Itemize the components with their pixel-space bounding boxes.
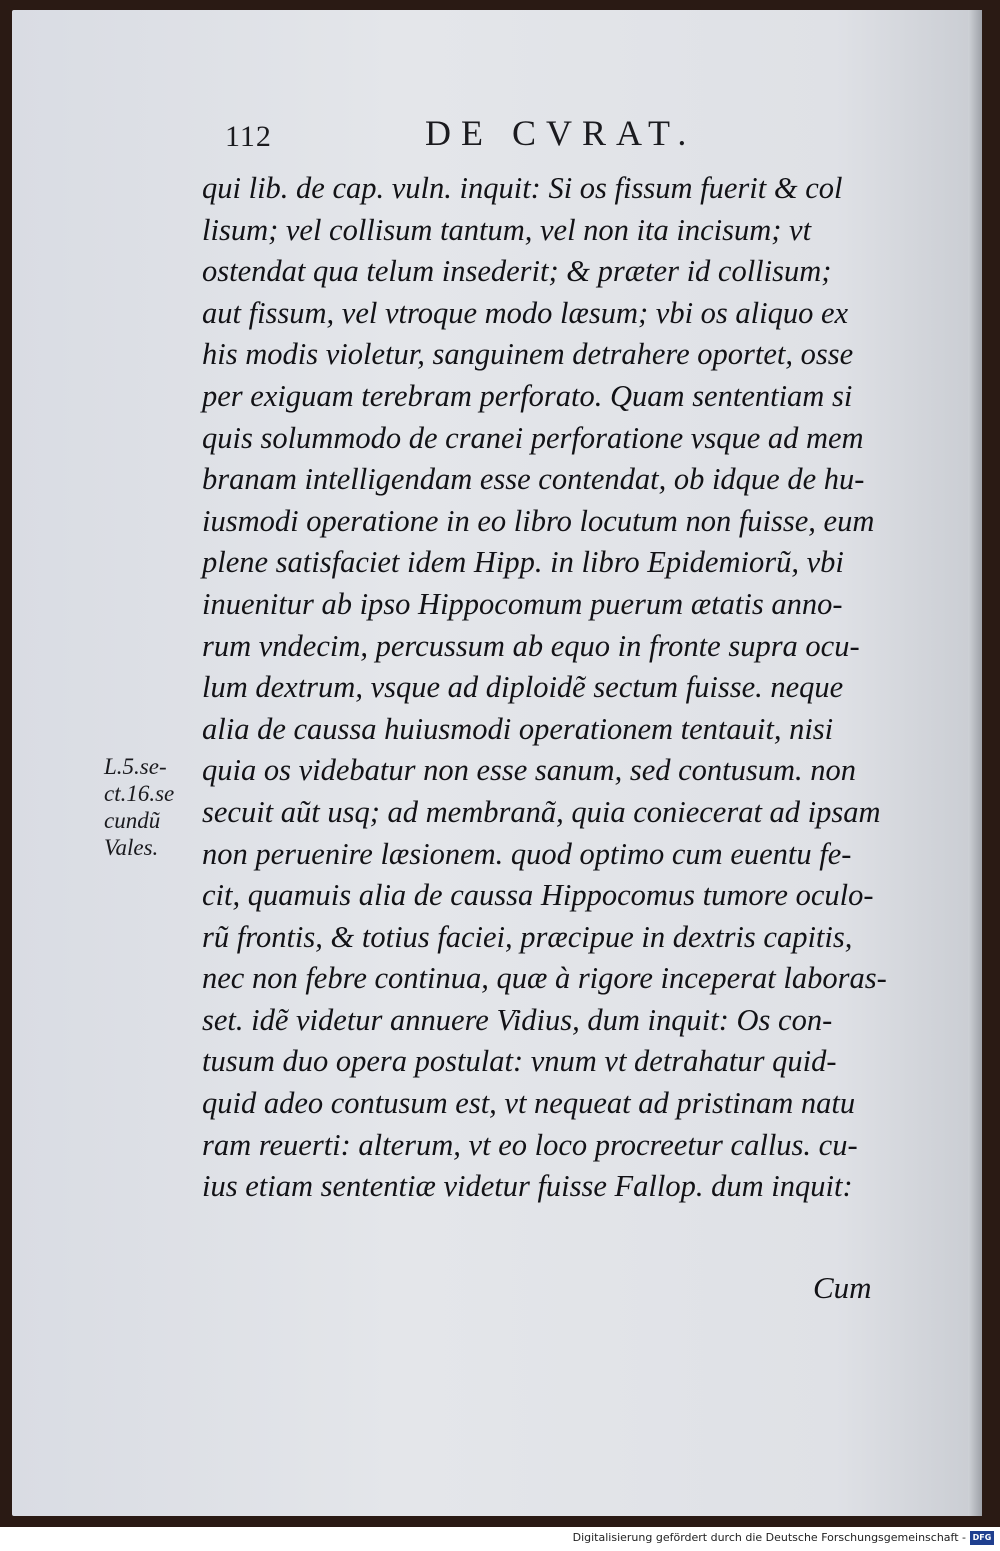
text-line: ostendat qua telum insederit; & præter id collisum; (202, 254, 832, 289)
text-line: plene satisfaciet idem Hipp. in libro Epidemiorũ, vbi (202, 545, 844, 580)
text-line: branam intelligendam esse contendat, ob idque de hu- (202, 462, 865, 497)
text-line: qui lib. de cap. vuln. inquit: Si os fissum fuerit & col (202, 171, 843, 205)
text-line: ius etiam sententiæ videtur fuisse Fallop. dum inquit: (202, 1169, 853, 1204)
page-number: 112 (225, 120, 272, 153)
text-line: alia de caussa huiusmodi operationem tentauit, nisi (202, 711, 834, 746)
marginal-note-line: ct.16.se (104, 781, 175, 806)
funding-credit: Digitalisierung gefördert durch die Deutsche Forschungsgemeinschaft - (572, 1531, 966, 1544)
marginal-note-line: cundũ (104, 808, 161, 833)
text-line: nec non febre continua, quæ à rigore inceperat laboras- (202, 961, 887, 996)
text-line: rum vndecim, percussum ab equo in fronte supra ocu- (202, 628, 860, 663)
footer-bar (0, 1527, 1000, 1551)
text-line: quis solummodo de cranei perforatione vsque ad mem (202, 420, 864, 455)
page-edge-shadow (968, 10, 982, 1516)
marginal-note-line: Vales. (104, 835, 159, 860)
text-line: per exiguam terebram perforato. Quam sententiam si (202, 378, 853, 413)
marginal-note-line: L.5.se- (104, 754, 167, 779)
text-line: lisum; vel collisum tantum, vel non ita incisum; vt (202, 212, 812, 247)
text-line: set. idẽ videtur annuere Vidius, dum inquit: Os con- (202, 1002, 833, 1037)
running-head (225, 112, 925, 152)
text-line: cit, quamuis alia de caussa Hippocomus tumore oculo- (202, 878, 874, 913)
running-title: DE CVRAT. (425, 113, 697, 153)
marginal-note (104, 753, 200, 861)
text-line: quia os videbatur non esse sanum, sed contusum. non (202, 753, 857, 788)
text-line: inuenitur ab ipso Hippocomum puerum ætatis anno- (202, 586, 843, 621)
text-line: rũ frontis, & totius faciei, præcipue in dextris capitis, (202, 919, 853, 954)
text-line: ram reuerti: alterum, vt eo loco procreetur callus. cu- (202, 1127, 858, 1162)
text-line: lum dextrum, vsque ad diploidẽ sectum fuisse. neque (202, 670, 844, 705)
text-line: secuit aũt usq; ad membranã, quia coniecerat ad ipsam (202, 794, 881, 829)
text-line: tusum duo opera postulat: vnum vt detrahatur quid- (202, 1044, 837, 1079)
text-line: non peruenire læsionem. quod optimo cum euentu fe- (202, 836, 852, 871)
text-line: iusmodi operatione in eo libro locutum non fuisse, eum (202, 503, 875, 538)
text-line: aut fissum, vel vtroque modo læsum; vbi os aliquo ex (202, 295, 849, 330)
body-text (202, 168, 937, 1208)
dfg-logo: DFG (970, 1531, 994, 1545)
catchword: Cum (813, 1270, 872, 1305)
text-line: quid adeo contusum est, vt nequeat ad pristinam natu (202, 1086, 856, 1121)
text-line: his modis violetur, sanguinem detrahere oportet, osse (202, 337, 854, 372)
